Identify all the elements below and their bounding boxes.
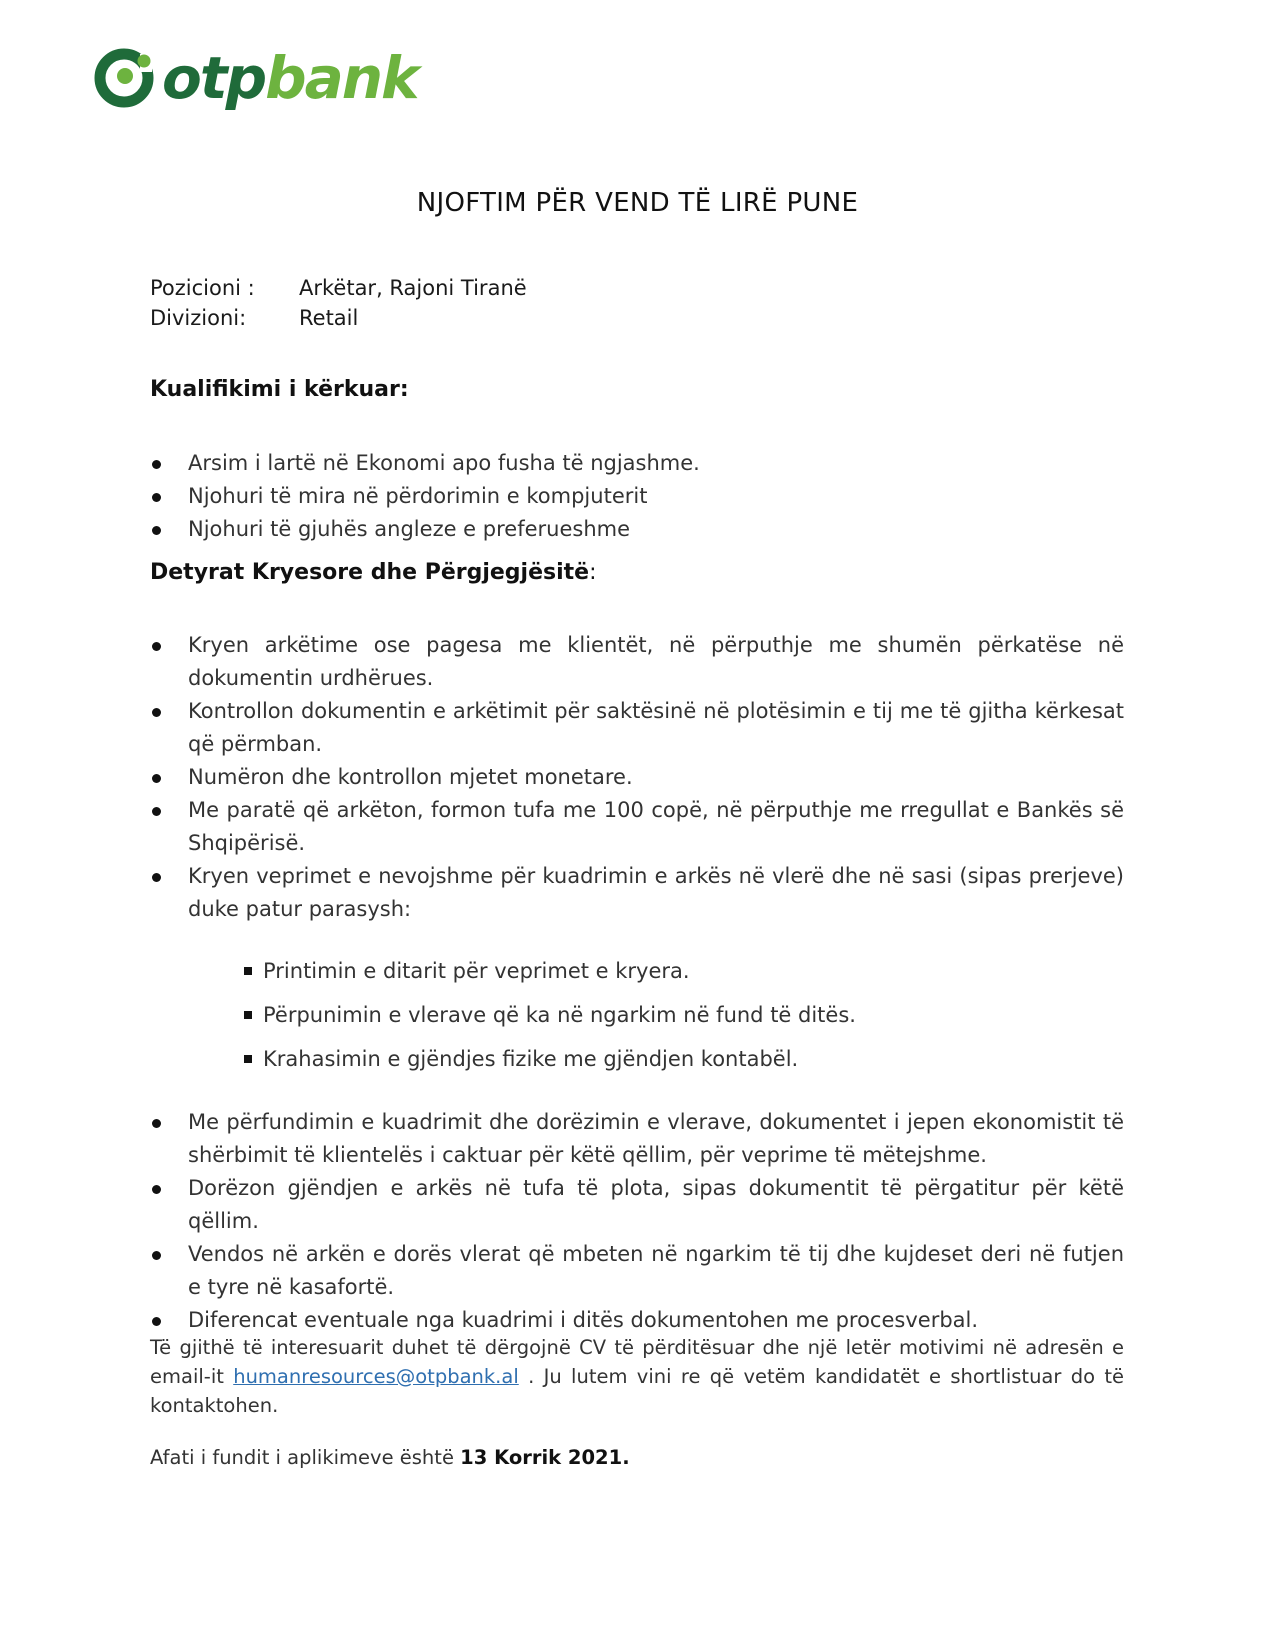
otp-logo-icon xyxy=(94,48,154,108)
list-item: Me paratë që arkëton, formon tufa me 100 copë, në përputhje me rregullat e Bankës së Shqipërisë. xyxy=(150,794,1124,860)
page-title: NJOFTIM PËR VEND TË LIRË PUNE xyxy=(416,188,859,218)
deadline-end: . xyxy=(622,1446,630,1469)
qualifications-list xyxy=(150,447,1124,546)
deadline-paragraph xyxy=(150,1443,1124,1472)
list-item: Kontrollon dokumentin e arkëtimit për saktësinë në plotësimin e tij me të gjitha kërkesat që përmban. xyxy=(150,695,1124,761)
application-text-before: Të gjithë të interesuarit duhet të dërgojnë CV të përditësuar dhe një letër motivimi në adresën e email-it xyxy=(150,1336,1124,1388)
deadline-date: 13 Korrik 2021 xyxy=(460,1446,623,1469)
list-item: Numëron dhe kontrollon mjetet monetare. xyxy=(150,761,1124,794)
duties-heading xyxy=(150,560,597,585)
list-item: Arsim i lartë në Ekonomi apo fusha të ngjashme. xyxy=(150,447,1124,480)
list-item: Vendos në arkën e dorës vlerat që mbeten në ngarkim të tij dhe kujdeset deri në futjen e tyre në kasafortë. xyxy=(150,1238,1124,1304)
division-value: Retail xyxy=(299,306,359,330)
list-item: Dorëzon gjëndjen e arkës në tufa të plota, sipas dokumentit të përgatitur për këtë qëllim. xyxy=(150,1172,1124,1238)
sublist-item: Përpunimin e vlerave që ka në ngarkim në fund të ditës. xyxy=(244,1000,856,1044)
position-row xyxy=(150,273,527,303)
duties-heading-text: Detyrat Kryesore dhe Përgjegjësitë xyxy=(150,560,590,585)
job-meta xyxy=(150,273,527,333)
list-item: Me përfundimin e kuadrimit dhe dorëzimin e vlerave, dokumentet i jepen ekonomistit të shërbimit të klientelës i caktuar për këtë qëllim, për veprime të mëtejshme. xyxy=(150,1106,1124,1172)
duties-list xyxy=(150,629,1124,926)
logo-otp-text: otp xyxy=(162,44,266,112)
list-item: Diferencat eventuale nga kuadrimi i ditës dokumentohen me procesverbal. xyxy=(150,1304,1124,1337)
application-text-after: . Ju lutem vini re që vetëm kandidatët e shortlistuar do të kontaktohen. xyxy=(150,1365,1125,1417)
hr-email-link[interactable]: humanresources@otpbank.al xyxy=(233,1365,519,1388)
list-item: Kryen veprimet e nevojshme për kuadrimin e arkës në vlerë dhe në sasi (sipas prerjeve) duke patur parasysh: xyxy=(150,860,1124,926)
position-label: Pozicioni : xyxy=(150,276,255,300)
qualifications-heading: Kualifikimi i kërkuar: xyxy=(150,377,409,402)
list-item: Kryen arkëtime ose pagesa me klientët, në përputhje me shumën përkatëse në dokumentin urdhërues. xyxy=(150,629,1124,695)
duties-heading-colon: : xyxy=(589,560,597,585)
logo-bank-text: bank xyxy=(265,44,418,112)
duties-list-continued xyxy=(150,1106,1124,1337)
position-value: Arkëtar, Rajoni Tiranë xyxy=(299,276,527,300)
deadline-text: Afati i fundit i aplikimeve është xyxy=(150,1446,461,1469)
division-label: Divizioni: xyxy=(150,306,247,330)
otp-bank-logo xyxy=(94,46,418,110)
logo-wordmark xyxy=(162,46,418,110)
list-item: Njohuri të mira në përdorimin e kompjuterit xyxy=(150,480,1124,513)
application-paragraph xyxy=(150,1333,1124,1420)
division-row xyxy=(150,303,527,333)
duties-sublist xyxy=(244,956,856,1088)
sublist-item: Krahasimin e gjëndjes fizike me gjëndjen kontabël. xyxy=(244,1044,856,1088)
sublist-item: Printimin e ditarit për veprimet e kryera. xyxy=(244,956,856,1000)
list-item: Njohuri të gjuhës angleze e preferueshme xyxy=(150,513,1124,546)
